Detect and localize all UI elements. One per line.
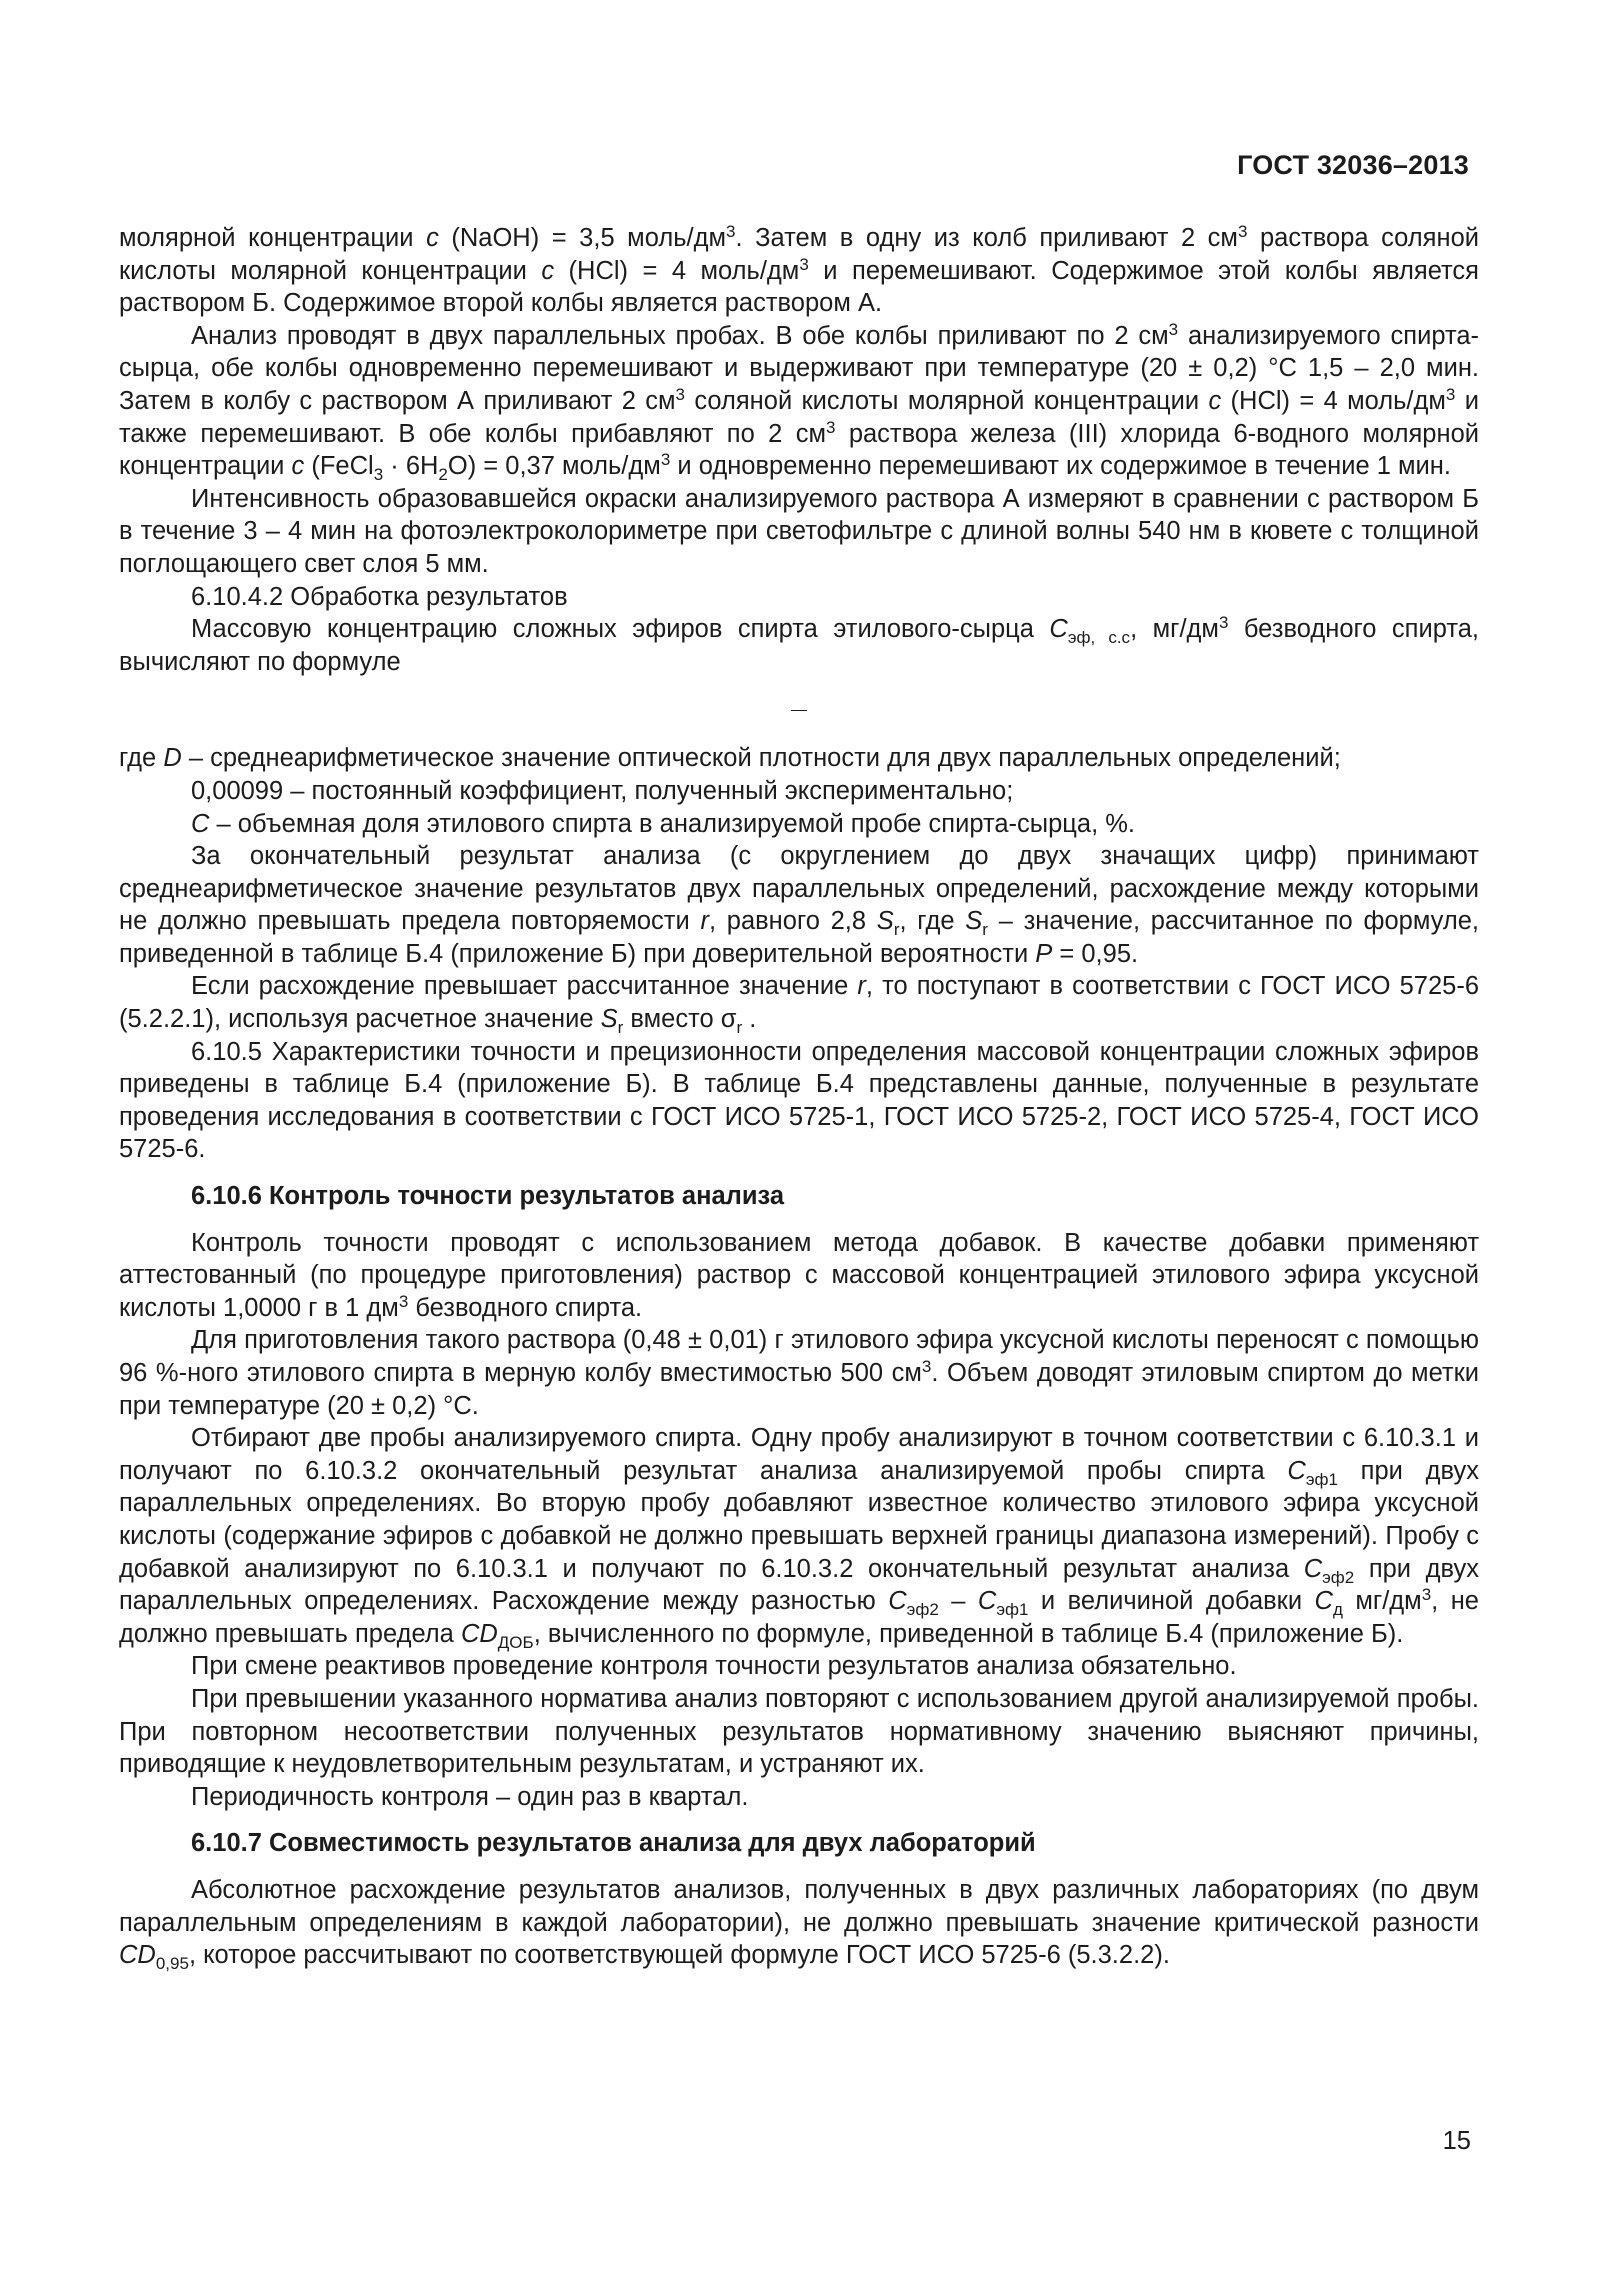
paragraph-additive-method: Контроль точности проводят с использованием метода добавок. В качестве добавки применяют аттестованный (по процедуре приготовления) раствор с массовой концентрацией этилового эфира уксусной кислоты 1,0000 г в 1 $дм^3$ безводного спирта. [119, 1228, 1479, 1322]
document-body [119, 222, 1479, 1972]
formula-11 [119, 678, 1479, 742]
definition-c: C – объемная доля этилового спирта в анализируемой пробе спирта-сырца, %. [191, 809, 1135, 838]
paragraph-naoh-solutions: молярной концентрации c (NaOH) = 3,5 моль/$дм^3$. Затем в одну из колб приливают 2 $см^3$ раствора соляной кислоты молярной концентрации c (HCl) = 4 моль/$дм^3$ и перемешивают. Содержимое этой колбы является раствором Б. Содержимое второй колбы является раствором А. [119, 222, 1479, 318]
paragraph-two-samples: Отбирают две пробы анализируемого спирта. Одну пробу анализируют в точном соответствии с 6.10.3.1 и получают по 6.10.3.2 окончательный результат анализа анализируемой пробы спирта $C_{эф1}$ при двух параллельных определениях. Во вторую пробу добавляют известное количество этилового эфира уксусной кислоты (содержание эфиров с добавкой не должно превышать верхней границы диапазона измерений). Пробу с добавкой анализируют по 6.10.3.1 и получают по 6.10.3.2 окончательный результат анализа $C_{эф2}$ при двух параллельных определениях. Расхождение между разностью $C_{эф2} - C_{эф1}$ и величиной добавки $C_д$ $мг/дм^3$, не должно превышать предела $CD_{ДОБ}$, вычисленного по формуле, приведенной в таблице Б.4 (приложение Б). [119, 1424, 1479, 1652]
section-heading-interlab-compatibility: 6.10.7 Совместимость результатов анализа для двух лабораторий [191, 1829, 1036, 1858]
paragraph-reagent-change: При смене реактивов проведение контроля точности результатов анализа обязательно. [191, 1652, 1237, 1681]
definition-d: где D – среднеарифметическое значение оптической плотности для двух параллельных определений; [119, 744, 1341, 773]
formula-numerator [791, 710, 807, 711]
definition-coefficient: 0,00099 – постоянный коэффициент, полученный экспериментально; [191, 776, 1014, 805]
paragraph-critical-difference: Абсолютное расхождение результатов анализов, полученных в двух различных лабораториях (по двум параллельным определениям в каждой лаборатории), не должно превышать значение критической разности $CD_{0,95}$, которое рассчитывают по соответствующей формуле ГОСТ ИСО 5725-6 (5.3.2.2). [119, 1875, 1479, 1974]
paragraph-solution-preparation: Для приготовления такого раствора (0,48 ± 0,01) г этилового эфира уксусной кислоты переносят с помощью 96 %-ного этилового спирта в мерную колбу вместимостью 500 $см^3$. Объем доводят этиловым спиртом до метки при температуре (20 ± 0,2) °С. [119, 1326, 1479, 1420]
section-heading-accuracy-control: 6.10.6 Контроль точности результатов анализа [191, 1182, 785, 1211]
paragraph-analysis-procedure: Анализ проводят в двух параллельных пробах. В обе колбы приливают по 2 $см^3$ анализируемого спирта-сырца, обе колбы одновременно перемешивают и выдерживают при температуре (20 ± 0,2) °С 1,5 – 2,0 мин. Затем в колбу с раствором А приливают 2 $см^3$ соляной кислоты молярной концентрации c (HCl) = 4 моль/$дм^3$ и также перемешивают. В обе колбы прибавляют по 2 $см^3$ раствора железа (III) хлорида 6-водного молярной концентрации c (FeCl$_3$ · $6H_2O) = 0,37$ моль/$дм^3$ и одновременно перемешивают их содержимое в течение 1 мин. [119, 319, 1480, 485]
paragraph-discrepancy: Если расхождение превышает рассчитанное значение r, то поступают в соответствии с ГОСТ ИСО 5725-6 (5.2.2.1), используя расчетное значение $S_r$ вместо $\sigma_r$ . [119, 972, 1480, 1038]
subsection-heading-results-processing: 6.10.4.2 Обработка результатов [191, 582, 568, 611]
paragraph-norm-exceeded: При превышении указанного норматива анализ повторяют с использованием другой анализируемой пробы. При повторном несоответствии полученных результатов нормативному значению выясняют причины, приводящие к неудовлетворительным результатам, и устраняют их. [119, 1684, 1479, 1779]
paragraph-mass-concentration: Массовую концентрацию сложных эфиров спирта этилового-сырца $C_{эф, с.с}$, $мг/дм^3$ безводного спирта, вычисляют по формуле [119, 613, 1479, 676]
formula-fraction [791, 710, 807, 711]
paragraph-color-measurement: Интенсивность образовавшейся окраски анализируемого раствора А измеряют в сравнении с раствором Б в течение 3 – 4 мин на фотоэлектроколориметре при светофильтре с длиной волны 540 нм в кювете с толщиной поглощающего свет слоя 5 мм. [119, 484, 1479, 578]
standard-header: ГОСТ 32036–2013 [1237, 150, 1469, 180]
page-number: 15 [1442, 2127, 1471, 2155]
paragraph-control-frequency: Периодичность контроля – один раз в квартал. [191, 1782, 749, 1811]
paragraph-final-result: За окончательный результат анализа (с округлением до двух значащих цифр) принимают среднеарифметическое значение результатов двух параллельных определений, расхождение между которыми не должно превышать предела повторяемости r, равного 2,8 $S_r$, где $S_r$ – значение, рассчитанное по формуле, приведенной в таблице Б.4 (приложение Б) при доверительной вероятности P = 0,95. [119, 842, 1479, 968]
formula-expression [787, 710, 811, 711]
paragraph-precision-characteristics: 6.10.5 Характеристики точности и прецизионности определения массовой концентрации сложных эфиров приведены в таблице Б.4 (приложение Б). В таблице Б.4 представлены данные, полученные в результате проведения исследования в соответствии с ГОСТ ИСО 5725-1, ГОСТ ИСО 5725-2, ГОСТ ИСО 5725-4, ГОСТ ИСО 5725-6. [119, 1037, 1479, 1164]
